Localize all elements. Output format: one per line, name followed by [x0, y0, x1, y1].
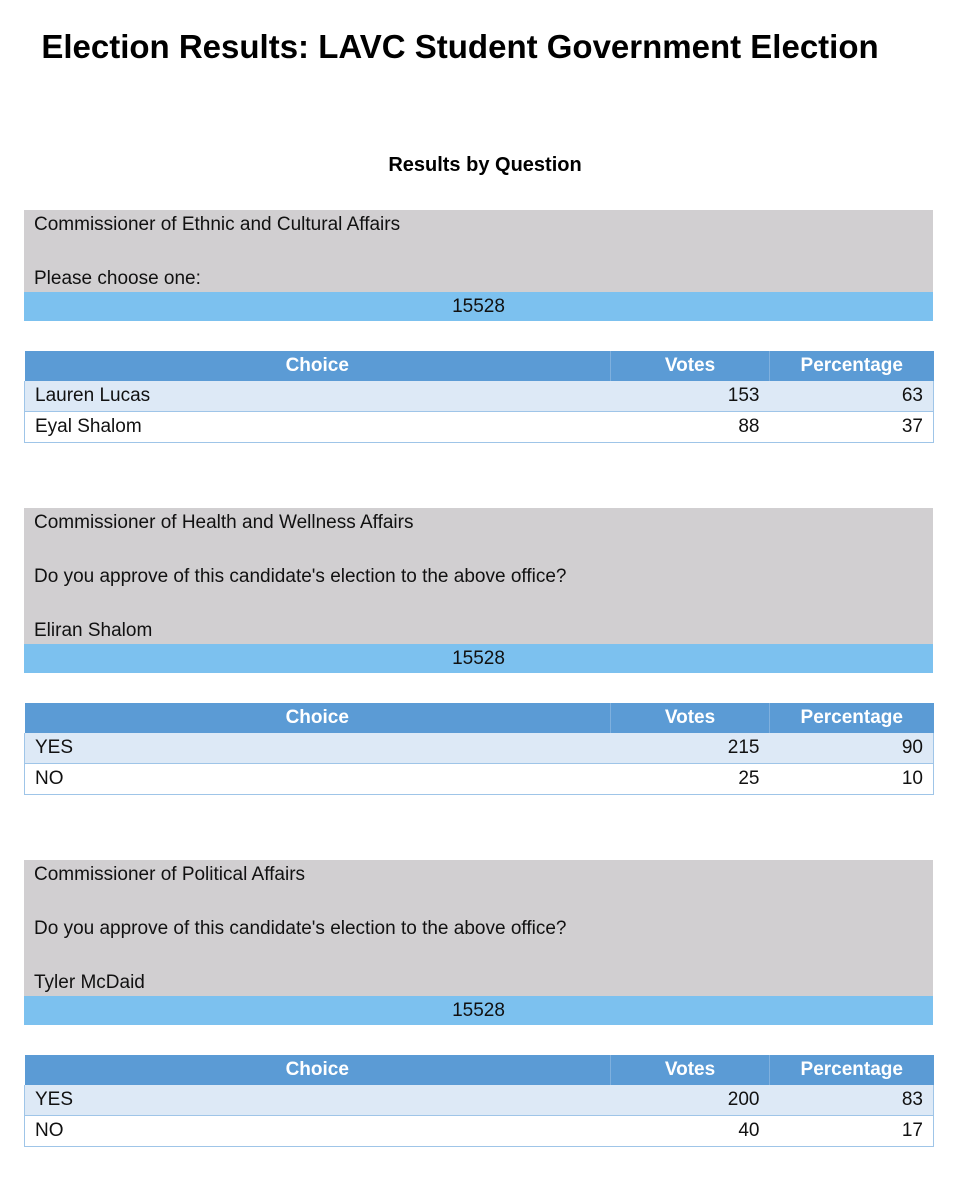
page-title: Election Results: LAVC Student Government Election: [41, 28, 879, 65]
votes-cell: 215: [611, 733, 770, 764]
percentage-column-header: Percentage: [770, 351, 934, 381]
result-row: [25, 412, 934, 443]
question-info-box: [24, 210, 933, 292]
percentage-cell: 17: [770, 1116, 934, 1147]
votes-cell: 153: [611, 381, 770, 412]
results-by-question-heading: Results by Question: [388, 154, 582, 176]
question-section-ethnic-cultural-affairs: [24, 210, 933, 443]
total-ballots-bar: 15528: [24, 996, 933, 1025]
result-row: [25, 764, 934, 795]
results-header-row: [25, 1055, 934, 1085]
percentage-cell: 90: [770, 733, 934, 764]
choice-cell: Lauren Lucas: [25, 381, 611, 412]
result-row: [25, 381, 934, 412]
votes-cell: 88: [611, 412, 770, 443]
results-table: [24, 1055, 934, 1147]
votes-cell: 40: [611, 1116, 770, 1147]
choice-column-header: Choice: [25, 351, 611, 381]
choice-cell: YES: [25, 1085, 611, 1116]
question-prompt: Do you approve of this candidate's election to the above office?: [34, 566, 567, 587]
percentage-cell: 10: [770, 764, 934, 795]
office-title: Commissioner of Ethnic and Cultural Affairs: [34, 214, 401, 235]
choice-cell: NO: [25, 1116, 611, 1147]
results-table: [24, 703, 934, 795]
percentage-cell: 83: [770, 1085, 934, 1116]
results-header-row: [25, 351, 934, 381]
total-ballots-bar: 15528: [24, 644, 933, 673]
votes-column-header: Votes: [611, 351, 770, 381]
choice-column-header: Choice: [25, 1055, 611, 1085]
question-info-box: [24, 860, 933, 996]
result-row: [25, 1116, 934, 1147]
choice-cell: Eyal Shalom: [25, 412, 611, 443]
question-section-political-affairs: [24, 860, 933, 1147]
office-title: Commissioner of Health and Wellness Affairs: [34, 512, 414, 533]
votes-column-header: Votes: [611, 703, 770, 733]
votes-column-header: Votes: [611, 1055, 770, 1085]
percentage-column-header: Percentage: [770, 703, 934, 733]
office-title: Commissioner of Political Affairs: [34, 864, 306, 885]
results-header-row: [25, 703, 934, 733]
candidate-name: Tyler McDaid: [34, 972, 145, 993]
choice-column-header: Choice: [25, 703, 611, 733]
percentage-column-header: Percentage: [770, 1055, 934, 1085]
question-prompt: Do you approve of this candidate's election to the above office?: [34, 918, 567, 939]
percentage-cell: 63: [770, 381, 934, 412]
choice-cell: YES: [25, 733, 611, 764]
result-row: [25, 733, 934, 764]
results-table: [24, 351, 934, 443]
result-row: [25, 1085, 934, 1116]
question-prompt: Please choose one:: [34, 268, 201, 289]
percentage-cell: 37: [770, 412, 934, 443]
question-section-health-wellness-affairs: [24, 508, 933, 795]
total-ballots-bar: 15528: [24, 292, 933, 321]
candidate-name: Eliran Shalom: [34, 620, 153, 641]
votes-cell: 25: [611, 764, 770, 795]
votes-cell: 200: [611, 1085, 770, 1116]
question-info-box: [24, 508, 933, 644]
choice-cell: NO: [25, 764, 611, 795]
